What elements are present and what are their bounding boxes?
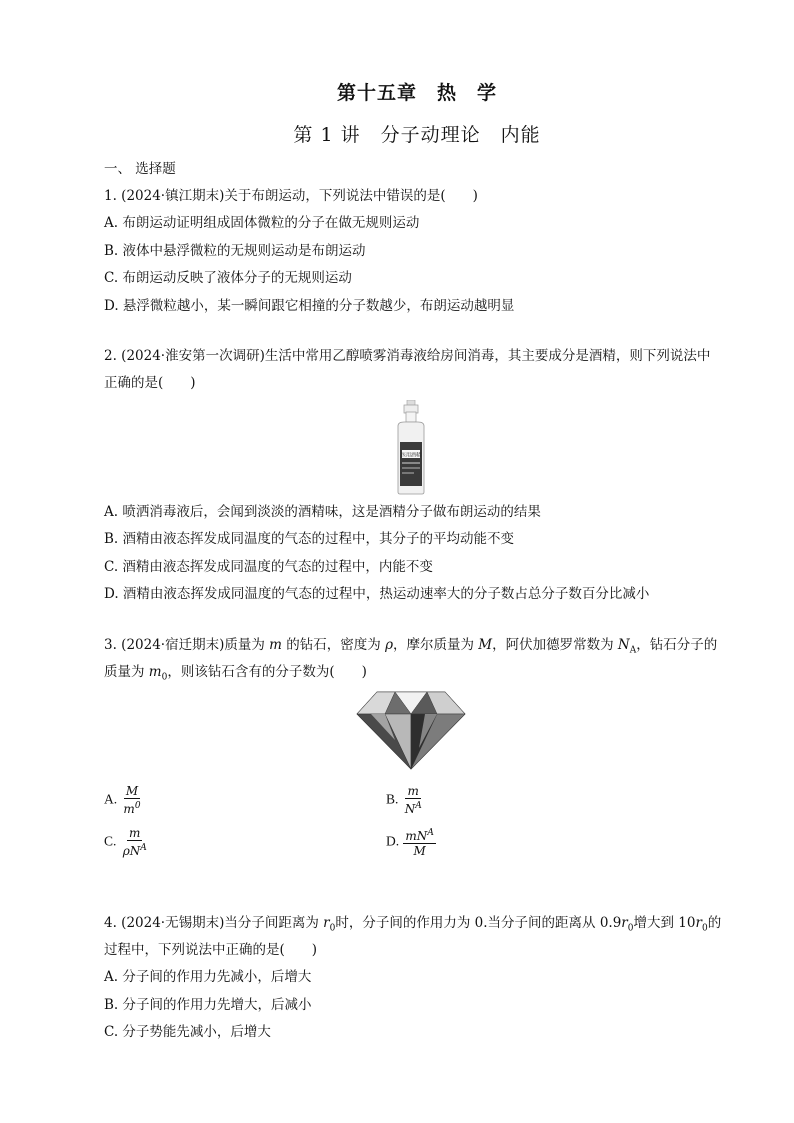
q3-var-NA: N: [617, 637, 630, 653]
section-heading: 一、 选择题: [104, 161, 176, 177]
q3-text-f: 质量为: [104, 664, 149, 680]
chapter-title: 第十五章 热 学: [336, 82, 497, 104]
q3-option-d-fraction: [403, 826, 435, 858]
q4-stem-line1: [104, 914, 721, 938]
q4-option-b: B. 分子间的作用力先增大，后减小: [104, 997, 312, 1013]
q4-text-c: 增大到 10: [633, 915, 696, 931]
lesson-title: 第 1 讲 分子动理论 内能: [293, 124, 541, 146]
q4-text-a: 4. (2024·无锡期末)当分子间距离为: [104, 915, 324, 931]
q3-option-c-label: C.: [104, 833, 117, 849]
spray-bottle-image: [392, 400, 432, 495]
q2-option-d: D. 酒精由液态挥发成同温度的气态的过程中，热运动速率大的分子数占总分子数百分比减小: [104, 586, 650, 602]
q3-option-b-denominator: N: [404, 802, 416, 816]
q3-option-c-denominator-sup: A: [140, 843, 147, 853]
q3-var-rho: ρ: [385, 637, 393, 653]
q3-text-a: 3. (2024·宿迁期末)质量为: [104, 637, 270, 653]
q4-option-c: C. 分子势能先减小，后增大: [104, 1024, 271, 1040]
q3-option-d-denominator: M: [413, 844, 426, 858]
q3-option-a-denominator: m: [123, 802, 135, 816]
q3-text-d: ，阿伏加德罗常数为: [492, 637, 618, 653]
q2-option-c: C. 酒精由液态挥发成同温度的气态的过程中，内能不变: [104, 559, 433, 575]
q3-option-a-numerator: M: [125, 784, 139, 798]
q3-option-b-fraction: [403, 784, 424, 816]
q3-text-g: ，则该钻石含有的分子数为( ): [167, 664, 367, 680]
q3-option-a: [104, 784, 143, 816]
q4-option-a: A. 分子间的作用力先减小，后增大: [104, 969, 312, 985]
q3-text-e: ，钻石分子的: [636, 637, 718, 653]
q3-option-c-fraction: [121, 826, 149, 858]
q3-option-c-numerator: m: [129, 826, 141, 840]
q1-stem: 1. (2024·镇江期末)关于布朗运动，下列说法中错误的是( ): [104, 188, 478, 204]
q4-text-b: 时，分子间的作用力为 0.当分子间的距离从 0.9: [335, 915, 622, 931]
q3-stem-line1: [104, 636, 717, 660]
q4-var-r0-c: r: [695, 915, 702, 931]
q4-var-r0-a: r: [323, 915, 330, 931]
q3-option-d: [386, 826, 436, 858]
q2-option-a: A. 喷洒消毒液后，会闻到淡淡的酒精味，这是酒精分子做布朗运动的结果: [104, 504, 541, 520]
q3-option-a-fraction: [121, 784, 142, 816]
q3-stem-line2: [104, 663, 367, 687]
q4-var-r0-a-sub: 0: [329, 923, 336, 934]
q3-option-a-denominator-sup: 0: [134, 801, 141, 811]
q3-option-d-numerator-sup: A: [427, 828, 434, 838]
q3-var-M: M: [478, 637, 493, 653]
q3-option-b-numerator: m: [407, 784, 419, 798]
q4-var-r0-b-sub: 0: [627, 923, 634, 934]
q3-text-c: ，摩尔质量为: [393, 637, 479, 653]
q1-option-c: C. 布朗运动反映了液体分子的无规则运动: [104, 270, 352, 286]
q3-option-c-denominator: ρN: [122, 844, 141, 858]
q3-option-a-label: A.: [104, 791, 118, 807]
q1-option-a: A. 布朗运动证明组成固体微粒的分子在做无规则运动: [104, 215, 420, 231]
q4-var-r0-c-sub: 0: [701, 923, 708, 934]
q3-option-c: [104, 826, 149, 858]
q2-stem-line2: 正确的是( ): [104, 375, 196, 391]
q1-option-b: B. 液体中悬浮微粒的无规则运动是布朗运动: [104, 243, 366, 259]
diamond-image: [355, 690, 467, 770]
q2-option-b: B. 酒精由液态挥发成同温度的气态的过程中，其分子的平均动能不变: [104, 531, 515, 547]
spray-label-text: 医用酒精: [400, 452, 422, 459]
q3-var-m0: m: [148, 664, 162, 680]
q3-option-d-numerator: mN: [405, 829, 428, 843]
q3-var-NA-sub: A: [629, 645, 637, 656]
q3-var-m0-sub: 0: [161, 672, 168, 683]
q3-option-d-label: D.: [386, 833, 400, 849]
q2-stem-line1: 2. (2024·淮安第一次调研)生活中常用乙醇喷雾消毒液给房间消毒，其主要成分是酒精，则下列说法中: [104, 348, 711, 364]
q3-option-b-label: B.: [386, 791, 399, 807]
q4-stem-line2: 过程中，下列说法中正确的是( ): [104, 942, 318, 958]
q3-text-b: 的钻石，密度为: [281, 637, 386, 653]
q4-text-d: 的: [707, 915, 722, 931]
q4-var-r0-b: r: [621, 915, 628, 931]
q3-option-b-denominator-sup: A: [415, 801, 422, 811]
q1-option-d: D. 悬浮微粒越小，某一瞬间跟它相撞的分子数越少，布朗运动越明显: [104, 298, 515, 314]
q3-option-b: [386, 784, 424, 816]
q3-var-m: m: [269, 637, 282, 653]
